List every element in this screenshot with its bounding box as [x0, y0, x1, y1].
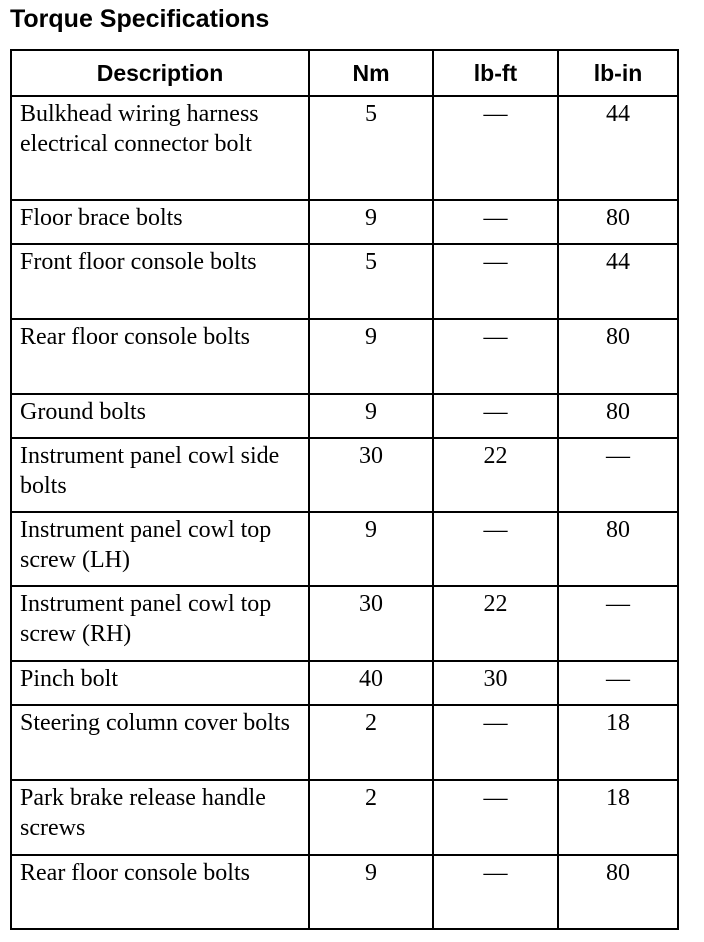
cell-lb-ft: 22 [433, 586, 558, 661]
cell-description: Floor brace bolts [11, 200, 309, 244]
column-header-lb-in: lb-in [558, 50, 678, 96]
cell-lb-in: — [558, 661, 678, 705]
cell-nm: 9 [309, 319, 433, 394]
cell-nm: 9 [309, 855, 433, 929]
cell-lb-in: 18 [558, 780, 678, 855]
cell-lb-ft: — [433, 394, 558, 438]
cell-lb-in: 80 [558, 394, 678, 438]
cell-description: Rear floor console bolts [11, 319, 309, 394]
cell-lb-in: 44 [558, 96, 678, 200]
table-header-row [11, 50, 678, 96]
cell-lb-ft: — [433, 780, 558, 855]
table-row [11, 705, 678, 780]
cell-lb-in: 80 [558, 512, 678, 586]
table-row [11, 438, 678, 512]
cell-lb-ft: 30 [433, 661, 558, 705]
cell-description: Pinch bolt [11, 661, 309, 705]
cell-description: Bulkhead wiring harness electrical connector bolt [11, 96, 309, 200]
column-header-lb-ft: lb-ft [433, 50, 558, 96]
cell-description: Instrument panel cowl top screw (LH) [11, 512, 309, 586]
cell-nm: 5 [309, 96, 433, 200]
cell-nm: 30 [309, 438, 433, 512]
cell-lb-in: 18 [558, 705, 678, 780]
table-row [11, 244, 678, 319]
cell-description: Steering column cover bolts [11, 705, 309, 780]
cell-lb-in: — [558, 586, 678, 661]
cell-lb-in: — [558, 438, 678, 512]
cell-nm: 40 [309, 661, 433, 705]
torque-spec-table [10, 49, 679, 930]
table-row [11, 661, 678, 705]
cell-description: Park brake release handle screws [11, 780, 309, 855]
cell-lb-ft: — [433, 855, 558, 929]
table-row [11, 96, 678, 200]
cell-nm: 9 [309, 512, 433, 586]
cell-lb-in: 44 [558, 244, 678, 319]
cell-lb-in: 80 [558, 855, 678, 929]
cell-lb-in: 80 [558, 200, 678, 244]
cell-description: Instrument panel cowl side bolts [11, 438, 309, 512]
cell-lb-ft: — [433, 512, 558, 586]
cell-nm: 2 [309, 705, 433, 780]
cell-nm: 9 [309, 394, 433, 438]
table-row [11, 394, 678, 438]
column-header-nm: Nm [309, 50, 433, 96]
cell-description: Ground bolts [11, 394, 309, 438]
cell-description: Front floor console bolts [11, 244, 309, 319]
cell-nm: 30 [309, 586, 433, 661]
cell-lb-in: 80 [558, 319, 678, 394]
cell-nm: 5 [309, 244, 433, 319]
cell-nm: 9 [309, 200, 433, 244]
page-title: Torque Specifications [10, 5, 270, 33]
cell-lb-ft: 22 [433, 438, 558, 512]
cell-lb-ft: — [433, 200, 558, 244]
column-header-description: Description [11, 50, 309, 96]
cell-lb-ft: — [433, 244, 558, 319]
table-row [11, 200, 678, 244]
table-row [11, 586, 678, 661]
table-row [11, 780, 678, 855]
cell-description: Rear floor console bolts [11, 855, 309, 929]
cell-description: Instrument panel cowl top screw (RH) [11, 586, 309, 661]
cell-lb-ft: — [433, 705, 558, 780]
cell-lb-ft: — [433, 96, 558, 200]
cell-nm: 2 [309, 780, 433, 855]
table-row [11, 512, 678, 586]
table-row [11, 855, 678, 929]
table-row [11, 319, 678, 394]
cell-lb-ft: — [433, 319, 558, 394]
